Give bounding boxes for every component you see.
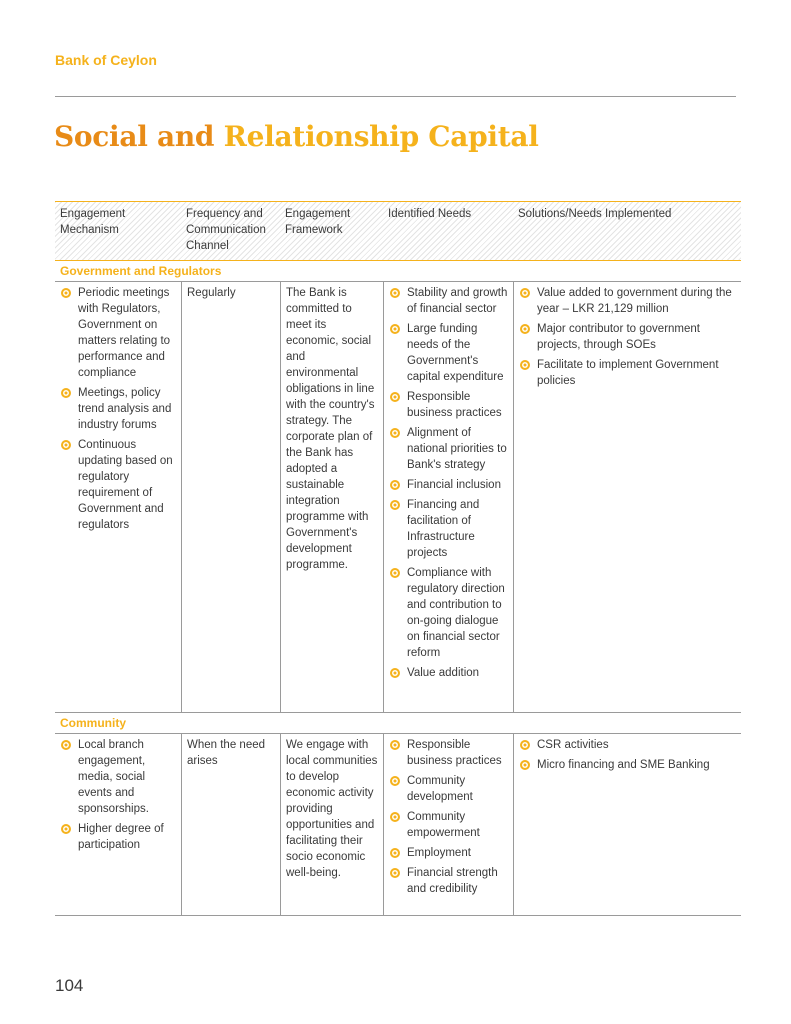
list-item: Meetings, policy trend analysis and industry forums <box>60 385 177 433</box>
cell-needs <box>383 734 514 915</box>
header-engagement-framework: Engagement Framework <box>285 208 351 236</box>
brand-name: Bank of Ceylon <box>55 52 157 68</box>
list-item: Local branch engagement, media, social events and sponsorships. <box>60 737 177 817</box>
framework-text: The Bank is committed to meet its economic, social and environmental obligations in line with the country's strategy. The corporate plan of the Bank has adopted a sustainable integration programme with Government's development programme. <box>286 287 375 571</box>
cell-frequency <box>181 734 281 915</box>
list-item: Financing and facilitation of Infrastructure projects <box>389 497 510 561</box>
table-header <box>55 201 741 261</box>
cell-framework <box>280 282 384 712</box>
table-row-government <box>55 282 741 713</box>
frequency-text: Regularly <box>187 287 236 299</box>
list-item: Community empowerment <box>389 809 510 841</box>
list-item: Responsible business practices <box>389 389 510 421</box>
list-item: Major contributor to government projects, through SOEs <box>519 321 738 353</box>
section-title: Community <box>60 716 126 730</box>
page-title-part2: Relationship Capital <box>223 120 539 153</box>
list-item: Micro financing and SME Banking <box>519 757 738 773</box>
cell-frequency <box>181 282 281 712</box>
section-heading-government <box>55 261 741 282</box>
page-title-part1: Social and <box>54 120 215 153</box>
list-item: CSR activities <box>519 737 738 753</box>
list-item: Continuous updating based on regulatory requirement of Government and regulators <box>60 437 177 533</box>
list-item: Financial inclusion <box>389 477 510 493</box>
frequency-text: When the need arises <box>187 739 266 767</box>
list-item: Alignment of national priorities to Bank's strategy <box>389 425 510 473</box>
header-divider <box>55 96 736 97</box>
list-item: Facilitate to implement Government policies <box>519 357 738 389</box>
header-frequency-channel: Frequency and Communication Channel <box>186 208 266 252</box>
section-heading-community <box>55 713 741 734</box>
list-item: Value added to government during the year – LKR 21,129 million <box>519 285 738 317</box>
cell-solutions <box>513 734 742 915</box>
list-item: Employment <box>389 845 510 861</box>
list-item: Large funding needs of the Government's capital expenditure <box>389 321 510 385</box>
header-engagement-mechanism: Engagement Mechanism <box>60 208 126 236</box>
list-item: Higher degree of participation <box>60 821 177 853</box>
header-solutions: Solutions/Needs Implemented <box>518 208 672 220</box>
list-item: Responsible business practices <box>389 737 510 769</box>
cell-mechanism <box>55 282 181 712</box>
section-title: Government and Regulators <box>60 264 222 278</box>
list-item: Community development <box>389 773 510 805</box>
header-identified-needs: Identified Needs <box>388 208 472 220</box>
cell-needs <box>383 282 514 712</box>
table-row-community <box>55 734 741 916</box>
cell-mechanism <box>55 734 181 915</box>
cell-framework <box>280 734 384 915</box>
page-title <box>54 120 539 153</box>
cell-solutions <box>513 282 742 712</box>
framework-text: We engage with local communities to develop economic activity providing opportunities and facilitating their socio economic well-being. <box>286 739 378 879</box>
list-item: Value addition <box>389 665 510 681</box>
list-item: Compliance with regulatory direction and contribution to on-going dialogue on financial sector reform <box>389 565 510 661</box>
list-item: Financial strength and credibility <box>389 865 510 897</box>
page-number: 104 <box>55 976 84 995</box>
list-item: Stability and growth of financial sector <box>389 285 510 317</box>
engagement-table <box>55 201 741 916</box>
list-item: Periodic meetings with Regulators, Government on matters relating to performance and compliance <box>60 285 177 381</box>
